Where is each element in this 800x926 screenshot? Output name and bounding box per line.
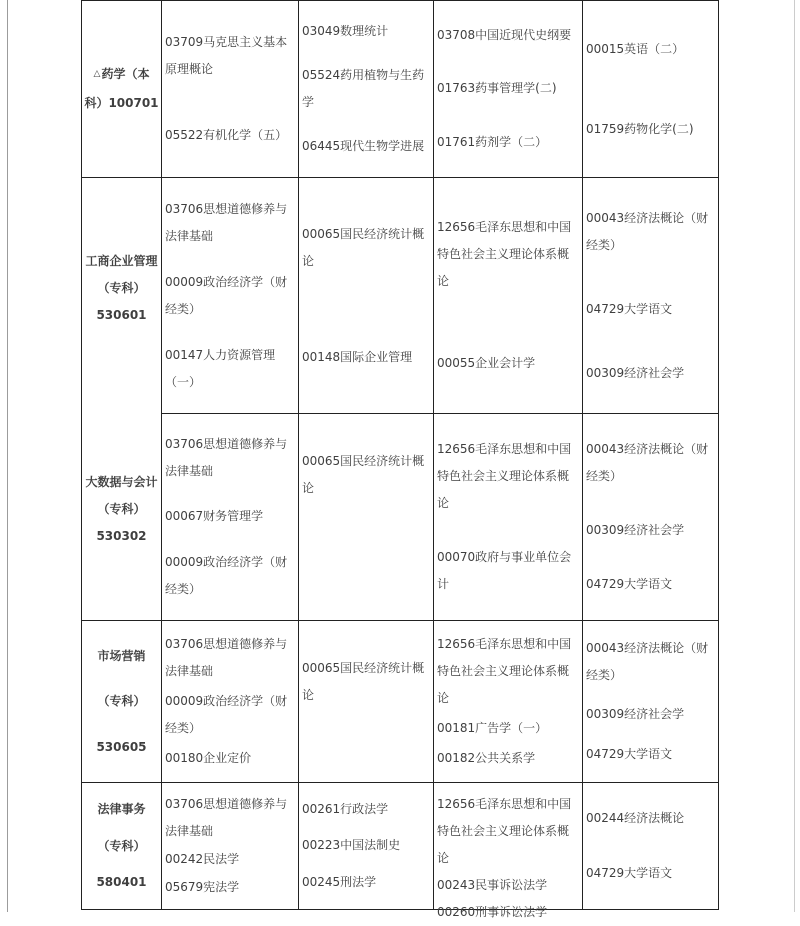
- program-name-line: 法律事务: [97, 801, 146, 816]
- course-item: 00309经济社会学: [586, 522, 685, 537]
- course-item: 00180企业定价: [165, 751, 252, 766]
- course-item: 00067财务管理学: [165, 509, 264, 524]
- program-cell: [82, 783, 162, 910]
- program-group: [84, 399, 159, 620]
- course-item: 00147人力资源管理（一）: [165, 347, 276, 389]
- course-item: 00065国民经济统计概论: [302, 454, 425, 495]
- course-item: 00243民事诉讼法学: [437, 878, 548, 892]
- program-cell: [82, 621, 162, 783]
- course-cell: [299, 621, 434, 783]
- course-cell: [299, 178, 434, 414]
- program-group: [84, 178, 159, 399]
- course-item: 00043经济法概论（财经类）: [586, 641, 709, 683]
- course-cell: [162, 414, 299, 621]
- course-item: 00181广告学（一）: [437, 720, 548, 735]
- course-item: 01763药事管理学(二): [437, 81, 557, 96]
- course-item: 00065国民经济统计概论: [302, 661, 425, 702]
- program-name-line: 580401: [96, 875, 147, 890]
- course-item: 00055企业会计学: [437, 356, 536, 371]
- course-cell: [583, 783, 719, 910]
- course-item: 00223中国法制史: [302, 838, 401, 853]
- course-item: 12656毛泽东思想和中国特色社会主义理论体系概论: [437, 636, 572, 705]
- course-item: 03706思想道德修养与法律基础: [165, 437, 288, 479]
- course-item: 04729大学语文: [586, 746, 673, 761]
- program-name-line: （专科）: [97, 838, 146, 853]
- program-cell-merged: [82, 178, 162, 621]
- program-name-line: 市场营销: [97, 648, 146, 663]
- course-cell: [583, 178, 719, 414]
- program-name-line: 530601: [96, 308, 147, 322]
- course-item: 00148国际企业管理: [302, 349, 413, 364]
- course-item: 05679宪法学: [165, 879, 240, 894]
- course-item: 03709马克思主义基本原理概论: [165, 34, 288, 76]
- course-cell: [299, 1, 434, 178]
- course-item: 00009政治经济学（财经类）: [165, 554, 288, 596]
- course-cell: [299, 783, 434, 910]
- course-item: 04729大学语文: [586, 577, 673, 592]
- course-cell: [162, 783, 299, 910]
- course-item: 00244经济法概论: [586, 811, 685, 825]
- course-item: 00009政治经济学（财经类）: [165, 693, 288, 735]
- program-name-line: 530605: [96, 739, 147, 754]
- course-item: 05524药用植物与生药学: [302, 67, 425, 109]
- course-cell: [299, 414, 434, 621]
- page-left-border-line: [7, 0, 8, 912]
- course-cell: [434, 783, 583, 919]
- course-item: 00260刑事诉讼法学: [437, 905, 548, 919]
- program-name-line: （专科）: [97, 281, 146, 295]
- course-item: 04729大学语文: [586, 866, 673, 880]
- course-cell: [583, 414, 719, 621]
- page-right-border-line: [794, 0, 795, 912]
- course-cell: [583, 1, 719, 178]
- course-item: 03708中国近现代史纲要: [437, 28, 572, 43]
- course-item: 04729大学语文: [586, 301, 673, 316]
- course-item: 12656毛泽东思想和中国特色社会主义理论体系概论: [437, 797, 572, 865]
- course-item: 06445现代生物学进展: [302, 139, 425, 154]
- course-cell: [434, 178, 583, 414]
- course-cell: [434, 1, 583, 178]
- program-name-line: （专科）: [97, 694, 146, 708]
- course-item: 01759药物化学(二): [586, 121, 694, 136]
- course-cell: [583, 621, 719, 783]
- course-cell: [162, 178, 299, 414]
- course-item: 12656毛泽东思想和中国特色社会主义理论体系概论: [437, 441, 572, 510]
- program-name-text: 药学（本: [101, 67, 150, 81]
- course-item: 00043经济法概论（财经类）: [586, 210, 709, 252]
- course-cell: [162, 621, 299, 783]
- course-cell: [434, 621, 583, 783]
- course-item: 03706思想道德修养与法律基础: [165, 201, 288, 243]
- course-item: 03706思想道德修养与法律基础: [165, 636, 288, 678]
- program-name-line: 530302: [96, 529, 147, 543]
- course-item: 00015英语（二）: [586, 41, 685, 56]
- program-name-line: 工商企业管理: [85, 254, 158, 268]
- course-item: 00309经济社会学: [586, 707, 685, 722]
- course-item: 00242民法学: [165, 851, 240, 866]
- course-item: 00065国民经济统计概论: [302, 226, 425, 268]
- course-item: 00182公共关系学: [437, 751, 536, 766]
- course-cell: [162, 1, 299, 178]
- program-name-line: （专科）: [97, 502, 146, 516]
- program-name-line: 科）100701: [84, 96, 159, 110]
- course-item: 05522有机化学（五）: [165, 128, 288, 143]
- course-item: 00261行政法学: [302, 801, 389, 816]
- course-item: 03049数理统计: [302, 23, 389, 38]
- course-item: 00245刑法学: [302, 875, 377, 890]
- course-item: 00009政治经济学（财经类）: [165, 274, 288, 316]
- course-item: 12656毛泽东思想和中国特色社会主义理论体系概论: [437, 219, 572, 288]
- course-item: 00043经济法概论（财经类）: [586, 441, 709, 483]
- course-item: 00070政府与事业单位会计: [437, 550, 572, 592]
- program-cell: [82, 1, 162, 178]
- course-cell: [434, 414, 583, 621]
- program-name-line: 大数据与会计: [85, 475, 158, 489]
- course-item: 03706思想道德修养与法律基础: [165, 797, 288, 839]
- exam-schedule-table: [81, 0, 719, 919]
- program-name-line: [94, 60, 150, 89]
- course-item: 01761药剂学（二）: [437, 134, 548, 149]
- superscript-mark: △: [93, 69, 101, 79]
- course-item: 00309经济社会学: [586, 365, 685, 380]
